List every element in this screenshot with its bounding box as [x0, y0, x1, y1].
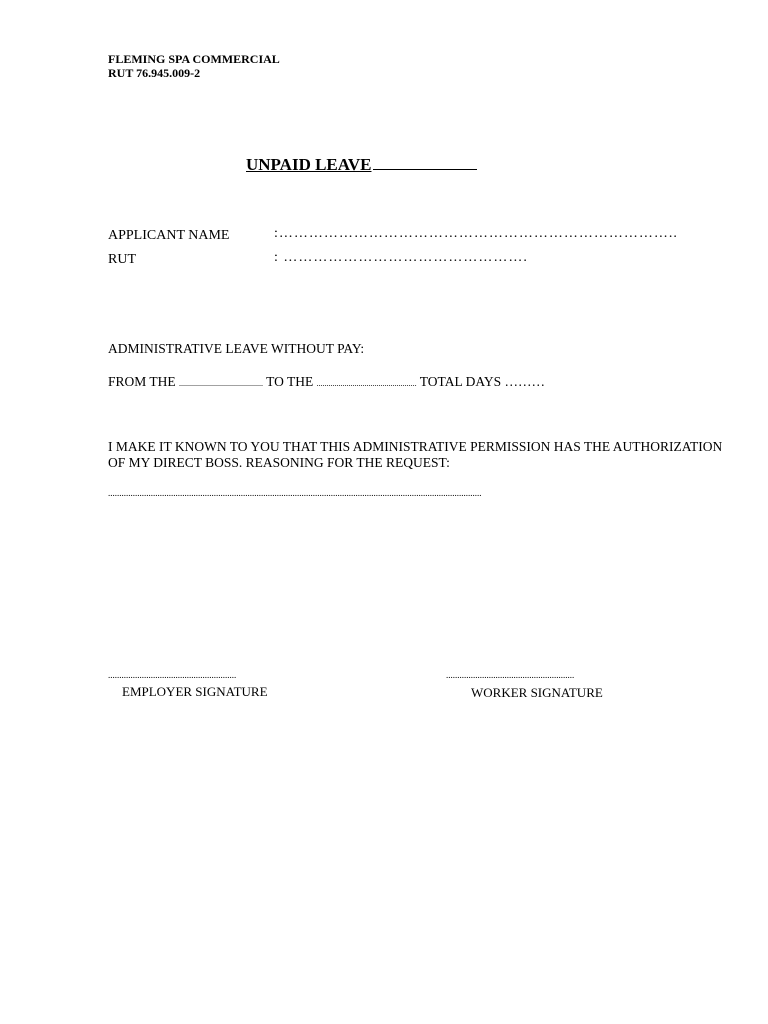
employer-signature-line[interactable]: ......................................................... — [108, 670, 237, 680]
leave-dates-row — [108, 374, 545, 390]
title-underline — [373, 157, 477, 170]
authorization-statement: I MAKE IT KNOWN TO YOU THAT THIS ADMINISTRATIVE PERMISSION HAS THE AUTHORIZATION OF MY DIRECT BOSS. REASONING FOR THE REQUEST: — [108, 439, 723, 470]
document-title — [246, 155, 477, 175]
company-header — [108, 52, 280, 80]
to-label: TO THE — [266, 374, 314, 389]
total-days-label: TOTAL DAYS — [419, 374, 502, 389]
title-text: UNPAID LEAVE — [246, 155, 372, 174]
worker-signature-line[interactable]: ......................................................... — [446, 670, 575, 680]
applicant-name-field[interactable]: :…………………………………………………………………….. — [274, 226, 678, 241]
total-days-field[interactable]: ……… — [504, 374, 545, 389]
leave-heading: ADMINISTRATIVE LEAVE WITHOUT PAY: — [108, 341, 365, 356]
company-rut: RUT 76.945.009-2 — [108, 66, 201, 80]
employer-signature-label: EMPLOYER SIGNATURE — [122, 684, 268, 699]
reason-field[interactable]: ...................................................................................................................................................................... — [108, 488, 482, 498]
rut-label: RUT — [108, 252, 136, 267]
applicant-name-label: APPLICANT NAME — [108, 228, 230, 243]
company-name: FLEMING SPA COMMERCIAL — [108, 52, 280, 66]
rut-field[interactable]: : …………………………………………. — [274, 250, 528, 265]
worker-signature-label: WORKER SIGNATURE — [471, 685, 603, 700]
from-date-field[interactable]: .......................................... — [179, 379, 264, 388]
to-date-field[interactable]: .................................................. — [316, 379, 417, 388]
from-label: FROM THE — [108, 374, 176, 389]
